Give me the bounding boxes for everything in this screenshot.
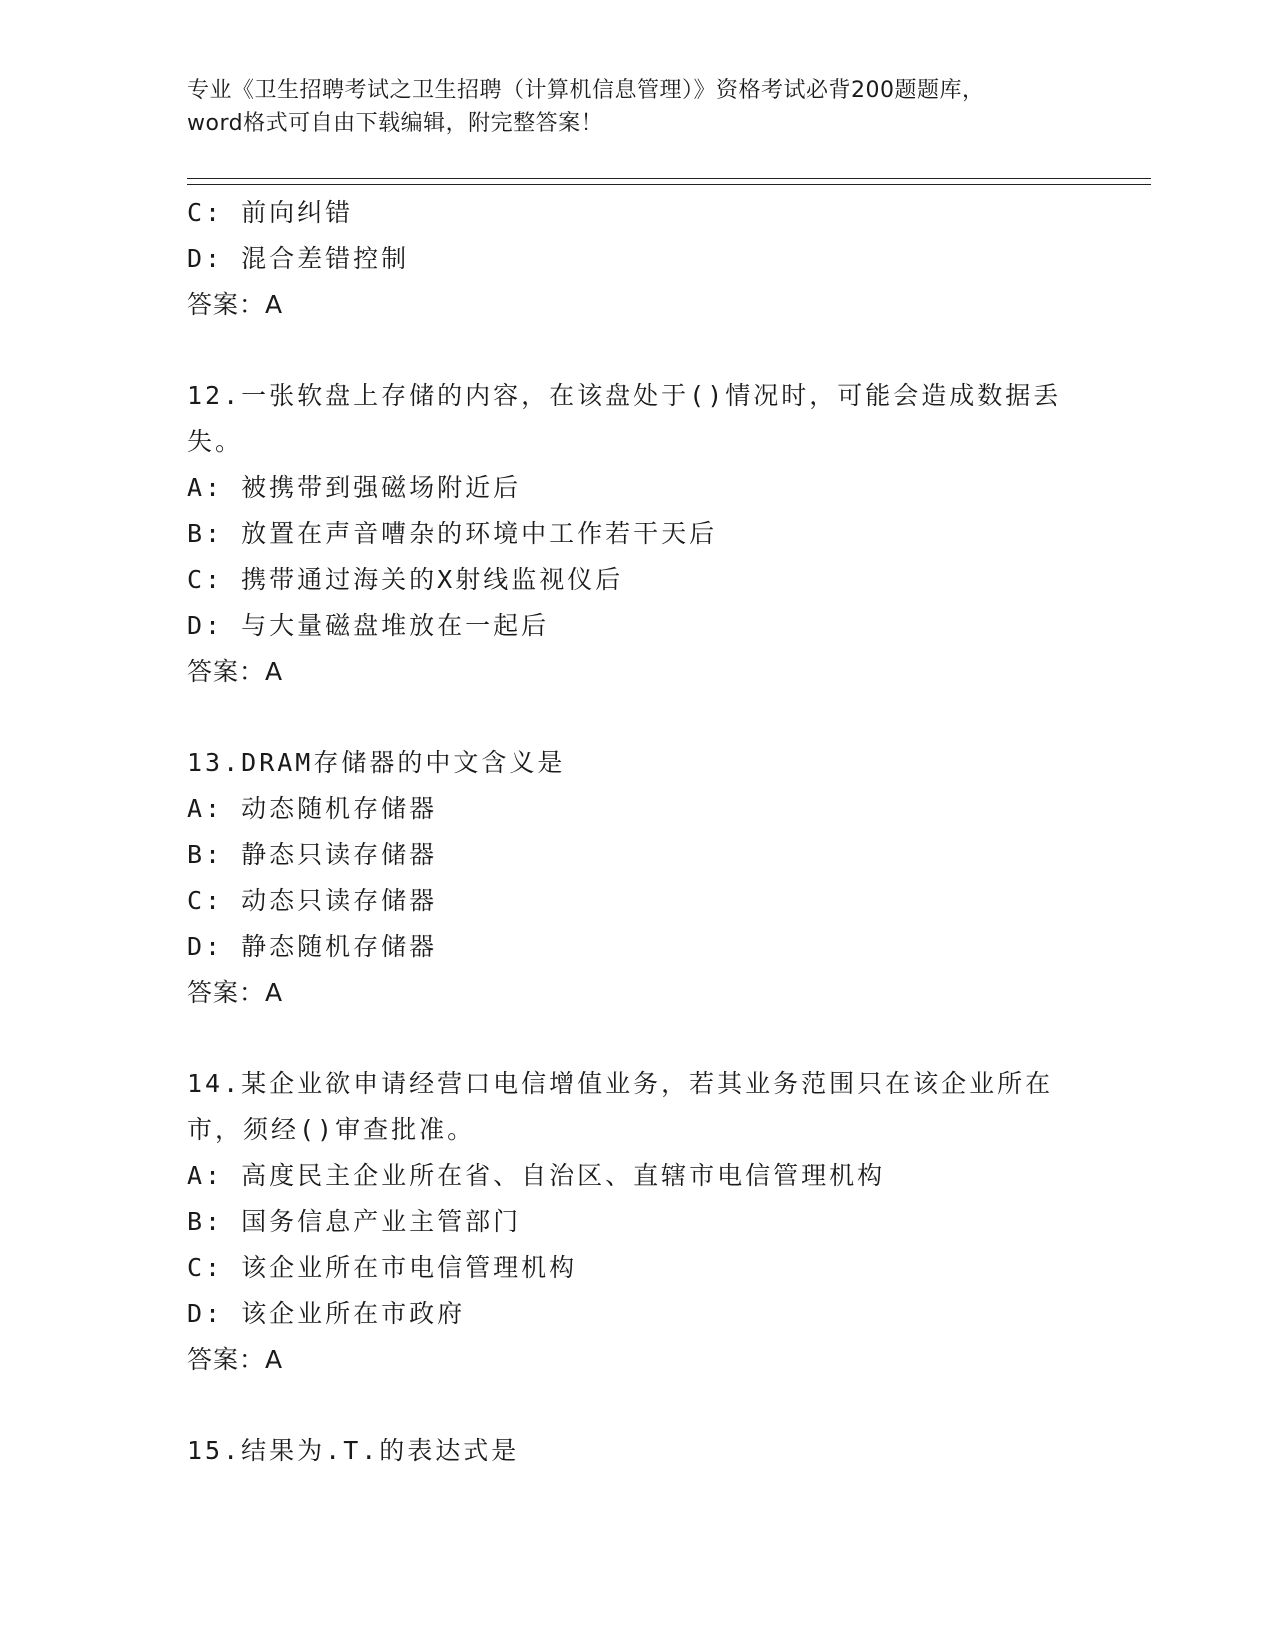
- header-line-2: word格式可自由下载编辑，附完整答案！: [187, 111, 604, 136]
- header-line-1: 专业《卫生招聘考试之卫生招聘（计算机信息管理）》资格考试必背200题题库，: [187, 78, 985, 103]
- option-b: B: 静态只读存储器: [187, 840, 438, 869]
- question-text: 13.DRAM存储器的中文含义是: [187, 748, 566, 777]
- option-a: A: 动态随机存储器: [187, 794, 438, 823]
- answer-label: 答案：A: [187, 978, 284, 1007]
- option-a: A: 被携带到强磁场附近后: [187, 473, 522, 502]
- option-c: C: 前向纠错: [187, 198, 354, 227]
- option-b: B: 国务信息产业主管部门: [187, 1207, 522, 1236]
- option-d: D: 静态随机存储器: [187, 932, 438, 961]
- option-c: C: 该企业所在市电信管理机构: [187, 1253, 578, 1282]
- question-text: 12.一张软盘上存储的内容，在该盘处于()情况时，可能会造成数据丢失。: [187, 381, 1062, 456]
- question-12: [187, 373, 1087, 695]
- header-divider-top: [187, 178, 1151, 179]
- answer-label: 答案：A: [187, 1345, 284, 1374]
- option-d: D: 混合差错控制: [187, 244, 410, 273]
- question-14: [187, 1061, 1087, 1383]
- header-divider-bottom: [187, 184, 1151, 185]
- option-d: D: 与大量磁盘堆放在一起后: [187, 611, 550, 640]
- question-partial: [187, 190, 1087, 328]
- option-c: C: 动态只读存储器: [187, 886, 438, 915]
- question-13: [187, 740, 1087, 1016]
- option-b: B: 放置在声音嘈杂的环境中工作若干天后: [187, 519, 718, 548]
- option-d: D: 该企业所在市政府: [187, 1299, 466, 1328]
- option-a: A: 高度民主企业所在省、自治区、直辖市电信管理机构: [187, 1161, 886, 1190]
- option-c: C: 携带通过海关的X射线监视仪后: [187, 565, 624, 594]
- question-list: [187, 190, 1087, 1474]
- answer-label: 答案：A: [187, 657, 284, 686]
- question-text: 15.结果为.T.的表达式是: [187, 1436, 520, 1465]
- question-15: [187, 1428, 1087, 1474]
- question-text: 14.某企业欲申请经营口电信增值业务，若其业务范围只在该企业所在市，须经()审查批准。: [187, 1069, 1054, 1144]
- answer-label: 答案：A: [187, 290, 284, 319]
- document-header: [187, 74, 1087, 140]
